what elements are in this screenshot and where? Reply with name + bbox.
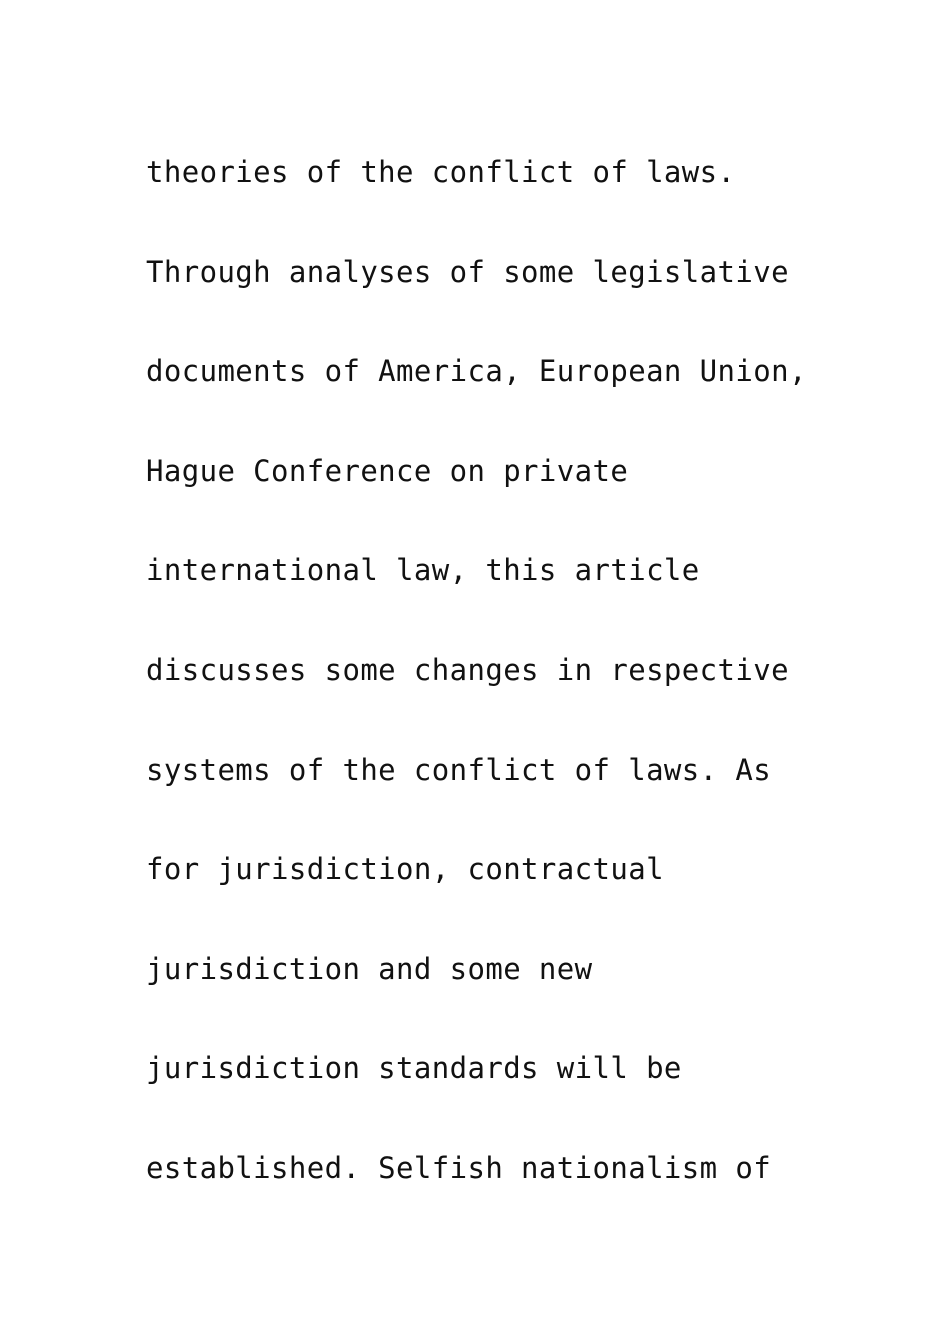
text-line: jurisdiction and some new xyxy=(146,951,593,986)
text-line: international law, this article xyxy=(146,553,700,588)
text-line: discusses some changes in respective xyxy=(146,652,789,687)
text-line: for jurisdiction, contractual xyxy=(146,852,664,887)
text-line: theories of the conflict of laws. xyxy=(146,155,736,189)
text-line: jurisdiction standards will be xyxy=(146,1051,682,1086)
body-text xyxy=(146,123,906,1219)
text-line: documents of America, European Union, xyxy=(146,354,807,389)
text-line: established. Selfish nationalism of xyxy=(146,1150,772,1185)
text-line: Through analyses of some legislative xyxy=(146,254,789,289)
text-line: systems of the conflict of laws. As xyxy=(146,752,772,787)
text-line: Hague Conference on private xyxy=(146,453,629,488)
